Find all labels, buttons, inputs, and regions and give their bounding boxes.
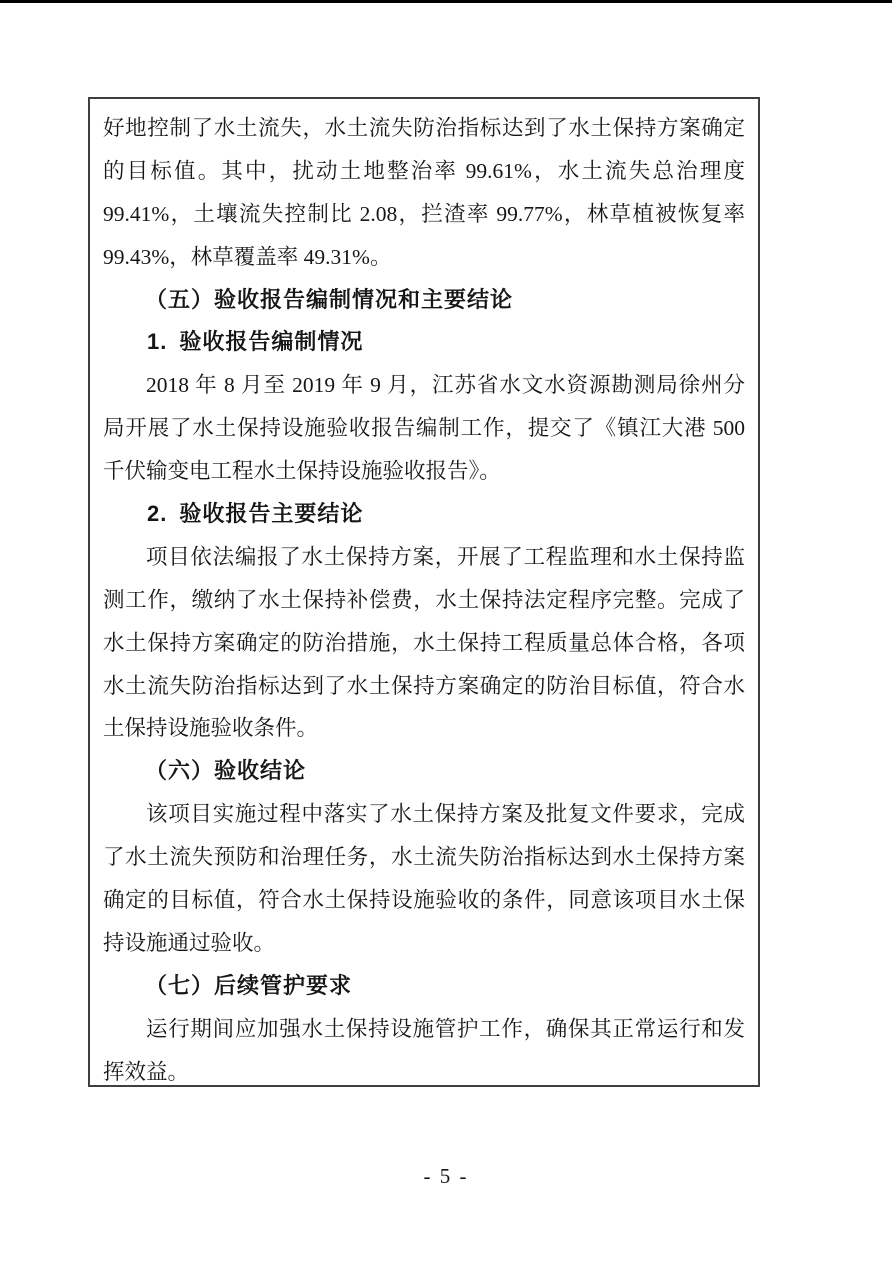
paragraph-line: 该项目实施过程中落实了水土保持方案及批复文件要求，完成 [146,802,745,827]
paragraph-line: 运行期间应加强水土保持设施管护工作，确保其正常运行和发 [146,1016,745,1041]
paragraph-line: 的目标值。其中，扰动土地整治率 99.61%，水土流失总治理度 [103,158,745,183]
paragraph-line: 确定的目标值，符合水土保持设施验收的条件，同意该项目水土保 [103,888,745,913]
paragraph-line: 水土保持方案确定的防治措施，水土保持工程质量总体合格，各项 [103,630,745,655]
paragraph-line: 了水土流失预防和治理任务，水土流失防治指标达到水土保持方案 [103,845,745,870]
paragraph-line: 99.41%，土壤流失控制比 2.08，拦渣率 99.77%，林草植被恢复率 [103,201,745,226]
section-heading: （六）验收结论 [145,758,307,784]
paragraph-line: 水土流失防治指标达到了水土保持方案确定的防治目标值，符合水 [103,673,745,698]
paragraph-line: 项目依法编报了水土保持方案，开展了工程监理和水土保持监 [146,544,745,569]
section-heading: 1. 验收报告编制情况 [147,329,364,355]
page-number: - 5 - [423,1164,469,1188]
paragraph-line: 2018 年 8 月至 2019 年 9 月，江苏省水文水资源勘测局徐州分 [146,373,745,398]
section-heading: （七）后续管护要求 [145,972,353,998]
section-heading: （五）验收报告编制情况和主要结论 [145,286,514,312]
scan-top-edge-bar [0,0,892,3]
paragraph-line: 千伏输变电工程水土保持设施验收报告》。 [103,459,501,484]
paragraph-line: 持设施通过验收。 [103,930,276,955]
paragraph-line: 局开展了水土保持设施验收报告编制工作，提交了《镇江大港 500 [103,416,745,441]
section-heading: 2. 验收报告主要结论 [147,501,364,527]
paragraph-line: 挥效益。 [103,1059,190,1084]
paragraph-line: 99.43%，林草覆盖率 49.31%。 [103,244,392,269]
paragraph-line: 好地控制了水土流失，水土流失防治指标达到了水土保持方案确定 [103,116,745,140]
paragraph-line: 土保持设施验收条件。 [103,716,319,741]
paragraph-line: 测工作，缴纳了水土保持补偿费，水土保持法定程序完整。完成了 [103,587,745,612]
content-border-box [88,97,760,1087]
